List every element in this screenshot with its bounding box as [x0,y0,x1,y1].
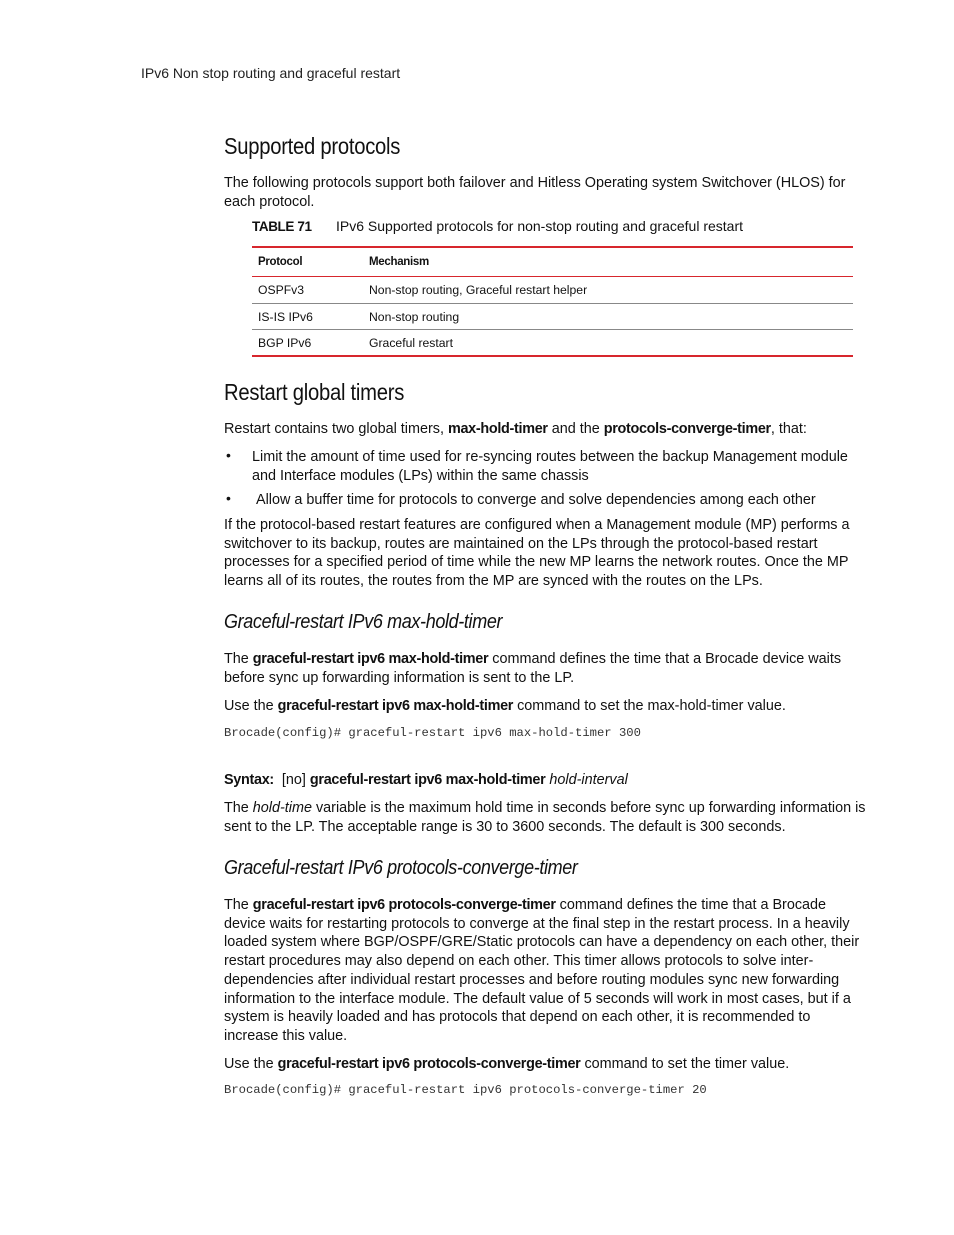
syntax-variable: hold-interval [549,772,628,788]
cmd-graceful-restart-max-hold-timer: graceful-restart ipv6 max-hold-timer [252,651,489,667]
code-example-max-hold-timer: Brocade(config)# graceful-restart ipv6 max-hold-timer 300 [224,726,641,740]
cmd-graceful-restart-max-hold-timer: graceful-restart ipv6 max-hold-timer [277,698,514,714]
table-header-protocol: Protocol [258,256,303,268]
bullet-icon: • [226,490,231,506]
max-hold-timer-usage: Use the graceful-restart ipv6 max-hold-timer command to set the max-hold-timer value. [224,698,786,714]
table-row [252,330,853,357]
protocols-converge-timer-usage: Use the graceful-restart ipv6 protocols-converge-timer command to set the timer value. [224,1056,790,1072]
table-row [252,277,853,304]
protocols-table [252,246,853,357]
running-head: IPv6 Non stop routing and graceful restart [141,65,401,81]
hold-time-description: The hold-time variable is the maximum hold time in seconds before sync up forwarding information is sent to the LP. The acceptable range is 30 to 3600 seconds. The default is 300 seconds. [224,800,866,835]
table-cell-mechanism: Graceful restart [369,335,453,350]
table-label: TABLE 71 [252,219,312,234]
cmd-max-hold-timer: max-hold-timer [447,421,548,437]
bullet-icon: • [226,447,231,463]
table-header-row [252,246,853,277]
restart-timers-intro: Restart contains two global timers, max-hold-timer and the protocols-converge-timer, that: [224,421,807,437]
syntax-line [224,771,868,790]
table-cell-protocol: BGP IPv6 [258,335,312,350]
list-item: Allow a buffer time for protocols to converge and solve dependencies among each other [256,492,816,508]
list-item: Limit the amount of time used for re-syncing routes between the backup Management module and Interface modules (LPs) within the same chassis [252,449,848,484]
supported-protocols-intro: The following protocols support both failover and Hitless Operating system Switchover (HLOS) for each protocol. [224,175,846,210]
table-caption [252,218,743,234]
cmd-graceful-restart-protocols-converge-timer: graceful-restart ipv6 protocols-converge-timer [252,897,556,913]
max-hold-timer-description: The graceful-restart ipv6 max-hold-timer command defines the time that a Brocade device waits before sync up forwarding information is sent to the LP. [224,651,842,686]
restart-timers-paragraph: If the protocol-based restart features are configured when a Management module (MP) performs a switchover to its backup, routes are maintained on the LPs through the protocol-based restart processes for a specified period of time while the new MP learns the network routes. Once the MP learns all of its routes, the routes from the MP are synced with the routes on the LPs. [224,517,850,590]
cmd-protocols-converge-timer: protocols-converge-timer [603,421,771,437]
section-title-max-hold-timer: Graceful-restart IPv6 max-hold-timer [224,611,503,633]
section-title-protocols-converge-timer: Graceful-restart IPv6 protocols-converge-timer [224,857,578,879]
cmd-graceful-restart-protocols-converge-timer: graceful-restart ipv6 protocols-converge-timer [277,1056,581,1072]
table-cell-protocol: IS-IS IPv6 [258,309,313,324]
table-caption-text: IPv6 Supported protocols for non-stop routing and graceful restart [336,218,744,234]
syntax-no: [no] [281,772,306,788]
table-cell-mechanism: Non-stop routing [369,309,460,324]
code-example-protocols-converge-timer: Brocade(config)# graceful-restart ipv6 protocols-converge-timer 20 [224,1083,707,1097]
table-cell-protocol: OSPFv3 [258,283,305,297]
var-hold-time: hold-time [252,800,312,816]
table-header-mechanism: Mechanism [369,256,429,268]
table-cell-mechanism: Non-stop routing, Graceful restart helper [369,283,588,297]
table-row [252,304,853,330]
section-title-supported-protocols: Supported protocols [224,133,401,159]
section-title-restart-global-timers: Restart global timers [224,379,405,405]
syntax-command: graceful-restart ipv6 max-hold-timer [309,772,546,788]
protocols-converge-timer-description: The graceful-restart ipv6 protocols-converge-timer command defines the time that a Brocade device waits for restarting protocols to converge at the final step in the restart process. In a heavily loaded system where BGP/OSPF/GRE/Static protocols can have a dependency on each other, their restart procedures may also depend on each other. This timer allows protocols to solve inter-dependencies after individual restart processes and before routing modules sync new forwarding information to the interface module. The default value of 5 seconds will work in most cases, but if a system is heavily loaded and has protocols that depend on each other, it is recommended to increase this value. [224,897,860,1044]
syntax-label: Syntax: [224,772,274,788]
